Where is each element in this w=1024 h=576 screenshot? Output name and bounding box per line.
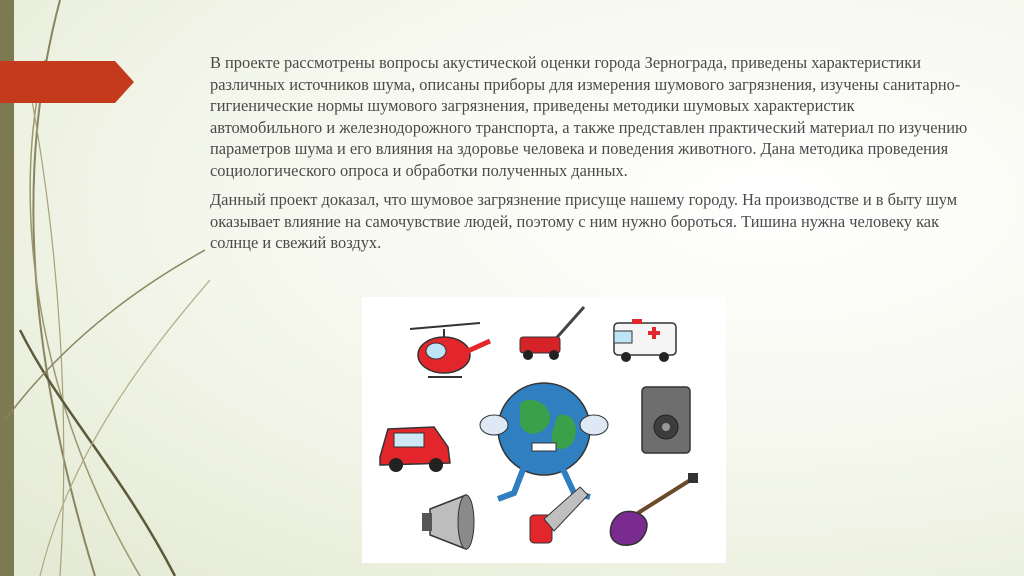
slide-text — [210, 52, 970, 254]
electric-guitar-icon — [610, 473, 698, 545]
lawnmower-icon — [520, 307, 584, 360]
earth-covering-ears-icon — [480, 383, 608, 499]
speaker-icon — [642, 387, 690, 453]
paragraph-conclusion: Данный проект доказал, что шумовое загрязнение присуще нашему городу. На производстве и в быту шум оказывает влияние на самочувствие людей, поэтому с ним нужно бороться. Тишина нужна человеку как солнце и свежий воздух. — [210, 190, 958, 252]
paragraph-project-summary: В проекте рассмотрены вопросы акустической оценки города Зернограда, приведены характеристики различных источников шума, описаны приборы для измерения шумового загрязнения, изучены санитарно-гигиенические нормы шумового загрязнения, приведены методики шумовых характеристик автомобильного и железнодорожного транспорта, а также представлен практический материал по изучению параметров шума и его влияния на здоровье человека и поведения животного. Дана методика проведения социологического опроса и обработки полученных данных. — [210, 53, 968, 180]
megaphone-icon — [422, 495, 474, 549]
accent-arrow — [0, 61, 140, 103]
helicopter-icon — [410, 323, 490, 377]
chainsaw-icon — [530, 487, 588, 543]
car-icon — [380, 427, 450, 472]
ambulance-icon — [614, 319, 676, 362]
noise-illustration — [362, 297, 726, 563]
